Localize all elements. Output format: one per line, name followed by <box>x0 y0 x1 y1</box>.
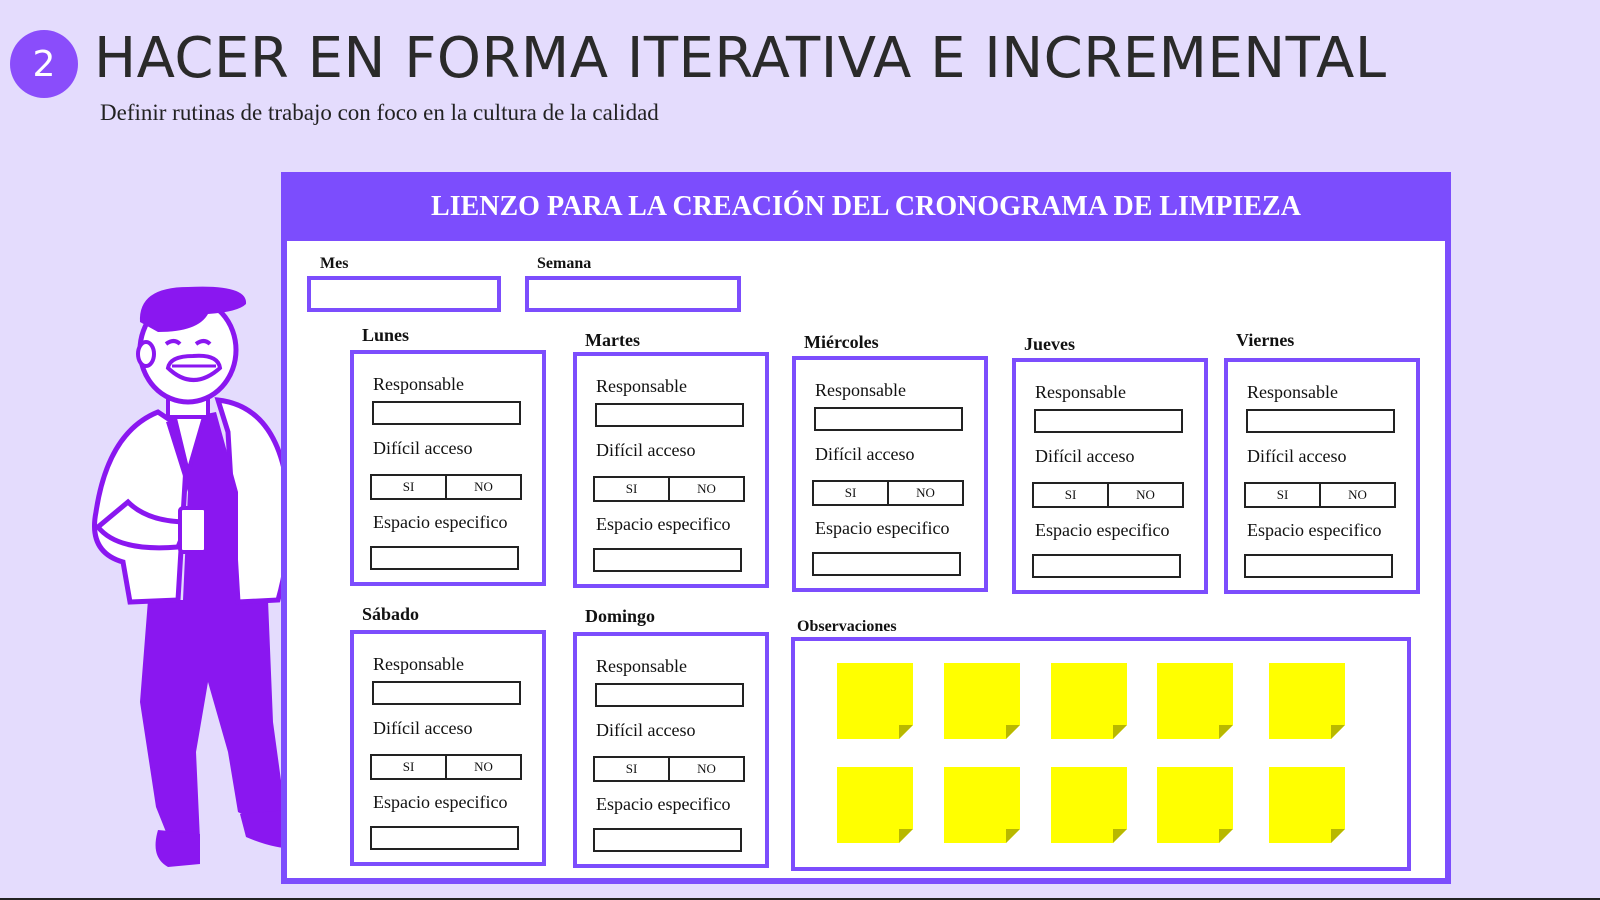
day-label: Viernes <box>1236 330 1295 350</box>
specific-space-label: Espacio especifico <box>596 794 731 814</box>
canvas-title: LIENZO PARA LA CREACIÓN DEL CRONOGRAMA DE LIMPIEZA <box>281 172 1451 241</box>
sticky-note[interactable] <box>944 767 1020 843</box>
specific-space-label: Espacio especifico <box>373 792 508 812</box>
sticky-note[interactable] <box>1157 767 1233 843</box>
responsible-input[interactable] <box>1034 409 1183 433</box>
hard-access-label: Difícil acceso <box>1247 446 1347 466</box>
specific-space-input[interactable] <box>1032 554 1181 578</box>
responsible-input[interactable] <box>372 681 521 705</box>
no-option[interactable]: NO <box>445 756 520 778</box>
observations-board <box>791 637 1411 871</box>
month-label: Mes <box>320 255 349 272</box>
day-label: Lunes <box>362 325 410 345</box>
page-title: HACER EN FORMA ITERATIVA E INCREMENTAL <box>94 26 1387 91</box>
page-subtitle: Definir rutinas de trabajo con foco en la cultura de la calidad <box>100 100 659 125</box>
hard-access-toggle <box>593 756 745 782</box>
sticky-note[interactable] <box>944 663 1020 739</box>
specific-space-label: Espacio especifico <box>1247 520 1382 540</box>
specific-space-label: Espacio especifico <box>1035 520 1170 540</box>
yes-option[interactable]: SI <box>844 485 857 500</box>
week-label: Semana <box>537 255 592 272</box>
no-option[interactable]: NO <box>668 758 743 780</box>
step-number-badge: 2 <box>10 30 78 98</box>
day-card <box>350 350 546 586</box>
hard-access-label: Difícil acceso <box>596 720 696 740</box>
specific-space-input[interactable] <box>593 828 742 852</box>
yes-option[interactable]: SI <box>625 481 638 496</box>
responsible-label: Responsable <box>1035 382 1126 402</box>
month-input[interactable] <box>307 276 501 312</box>
responsible-input[interactable] <box>372 401 521 425</box>
specific-space-input[interactable] <box>370 546 519 570</box>
observations-label: Observaciones <box>797 618 897 635</box>
responsible-input[interactable] <box>595 403 744 427</box>
hard-access-label: Difícil acceso <box>1035 446 1135 466</box>
sticky-note[interactable] <box>1051 663 1127 739</box>
specific-space-input[interactable] <box>812 552 961 576</box>
day-label: Miércoles <box>804 332 879 352</box>
hard-access-label: Difícil acceso <box>373 718 473 738</box>
day-card <box>350 630 546 866</box>
responsible-label: Responsable <box>596 656 687 676</box>
hard-access-toggle <box>370 754 522 780</box>
sticky-note[interactable] <box>1051 767 1127 843</box>
sticky-note[interactable] <box>837 767 913 843</box>
specific-space-input[interactable] <box>1244 554 1393 578</box>
responsible-input[interactable] <box>814 407 963 431</box>
day-label: Jueves <box>1024 334 1075 354</box>
yes-option[interactable]: SI <box>1064 487 1077 502</box>
hard-access-toggle <box>812 480 964 506</box>
hard-access-label: Difícil acceso <box>596 440 696 460</box>
cleaning-schedule-canvas <box>281 172 1451 890</box>
hard-access-toggle <box>1244 482 1396 508</box>
day-label: Domingo <box>585 606 656 626</box>
responsible-input[interactable] <box>1246 409 1395 433</box>
hard-access-label: Difícil acceso <box>373 438 473 458</box>
yes-option[interactable]: SI <box>402 759 415 774</box>
no-option[interactable]: NO <box>668 478 743 500</box>
sticky-note[interactable] <box>1157 663 1233 739</box>
specific-space-label: Espacio especifico <box>596 514 731 534</box>
hard-access-toggle <box>370 474 522 500</box>
hard-access-toggle <box>593 476 745 502</box>
day-card <box>573 352 769 588</box>
day-card <box>1224 358 1420 594</box>
yes-option[interactable]: SI <box>625 761 638 776</box>
no-option[interactable]: NO <box>887 482 962 504</box>
specific-space-input[interactable] <box>370 826 519 850</box>
hard-access-label: Difícil acceso <box>815 444 915 464</box>
no-option[interactable]: NO <box>1319 484 1394 506</box>
sticky-note[interactable] <box>837 663 913 739</box>
day-card <box>792 356 988 592</box>
responsible-label: Responsable <box>373 654 464 674</box>
specific-space-input[interactable] <box>593 548 742 572</box>
responsible-label: Responsable <box>815 380 906 400</box>
responsible-label: Responsable <box>373 374 464 394</box>
specific-space-label: Espacio especifico <box>373 512 508 532</box>
sticky-note[interactable] <box>1269 767 1345 843</box>
no-option[interactable]: NO <box>445 476 520 498</box>
yes-option[interactable]: SI <box>1276 487 1289 502</box>
responsible-input[interactable] <box>595 683 744 707</box>
day-card <box>1012 358 1208 594</box>
sticky-note[interactable] <box>1269 663 1345 739</box>
no-option[interactable]: NO <box>1107 484 1182 506</box>
specific-space-label: Espacio especifico <box>815 518 950 538</box>
day-card <box>573 632 769 868</box>
day-label: Martes <box>585 330 640 350</box>
yes-option[interactable]: SI <box>402 479 415 494</box>
responsible-label: Responsable <box>1247 382 1338 402</box>
week-input[interactable] <box>525 276 741 312</box>
responsible-label: Responsable <box>596 376 687 396</box>
day-label: Sábado <box>362 604 420 624</box>
hard-access-toggle <box>1032 482 1184 508</box>
